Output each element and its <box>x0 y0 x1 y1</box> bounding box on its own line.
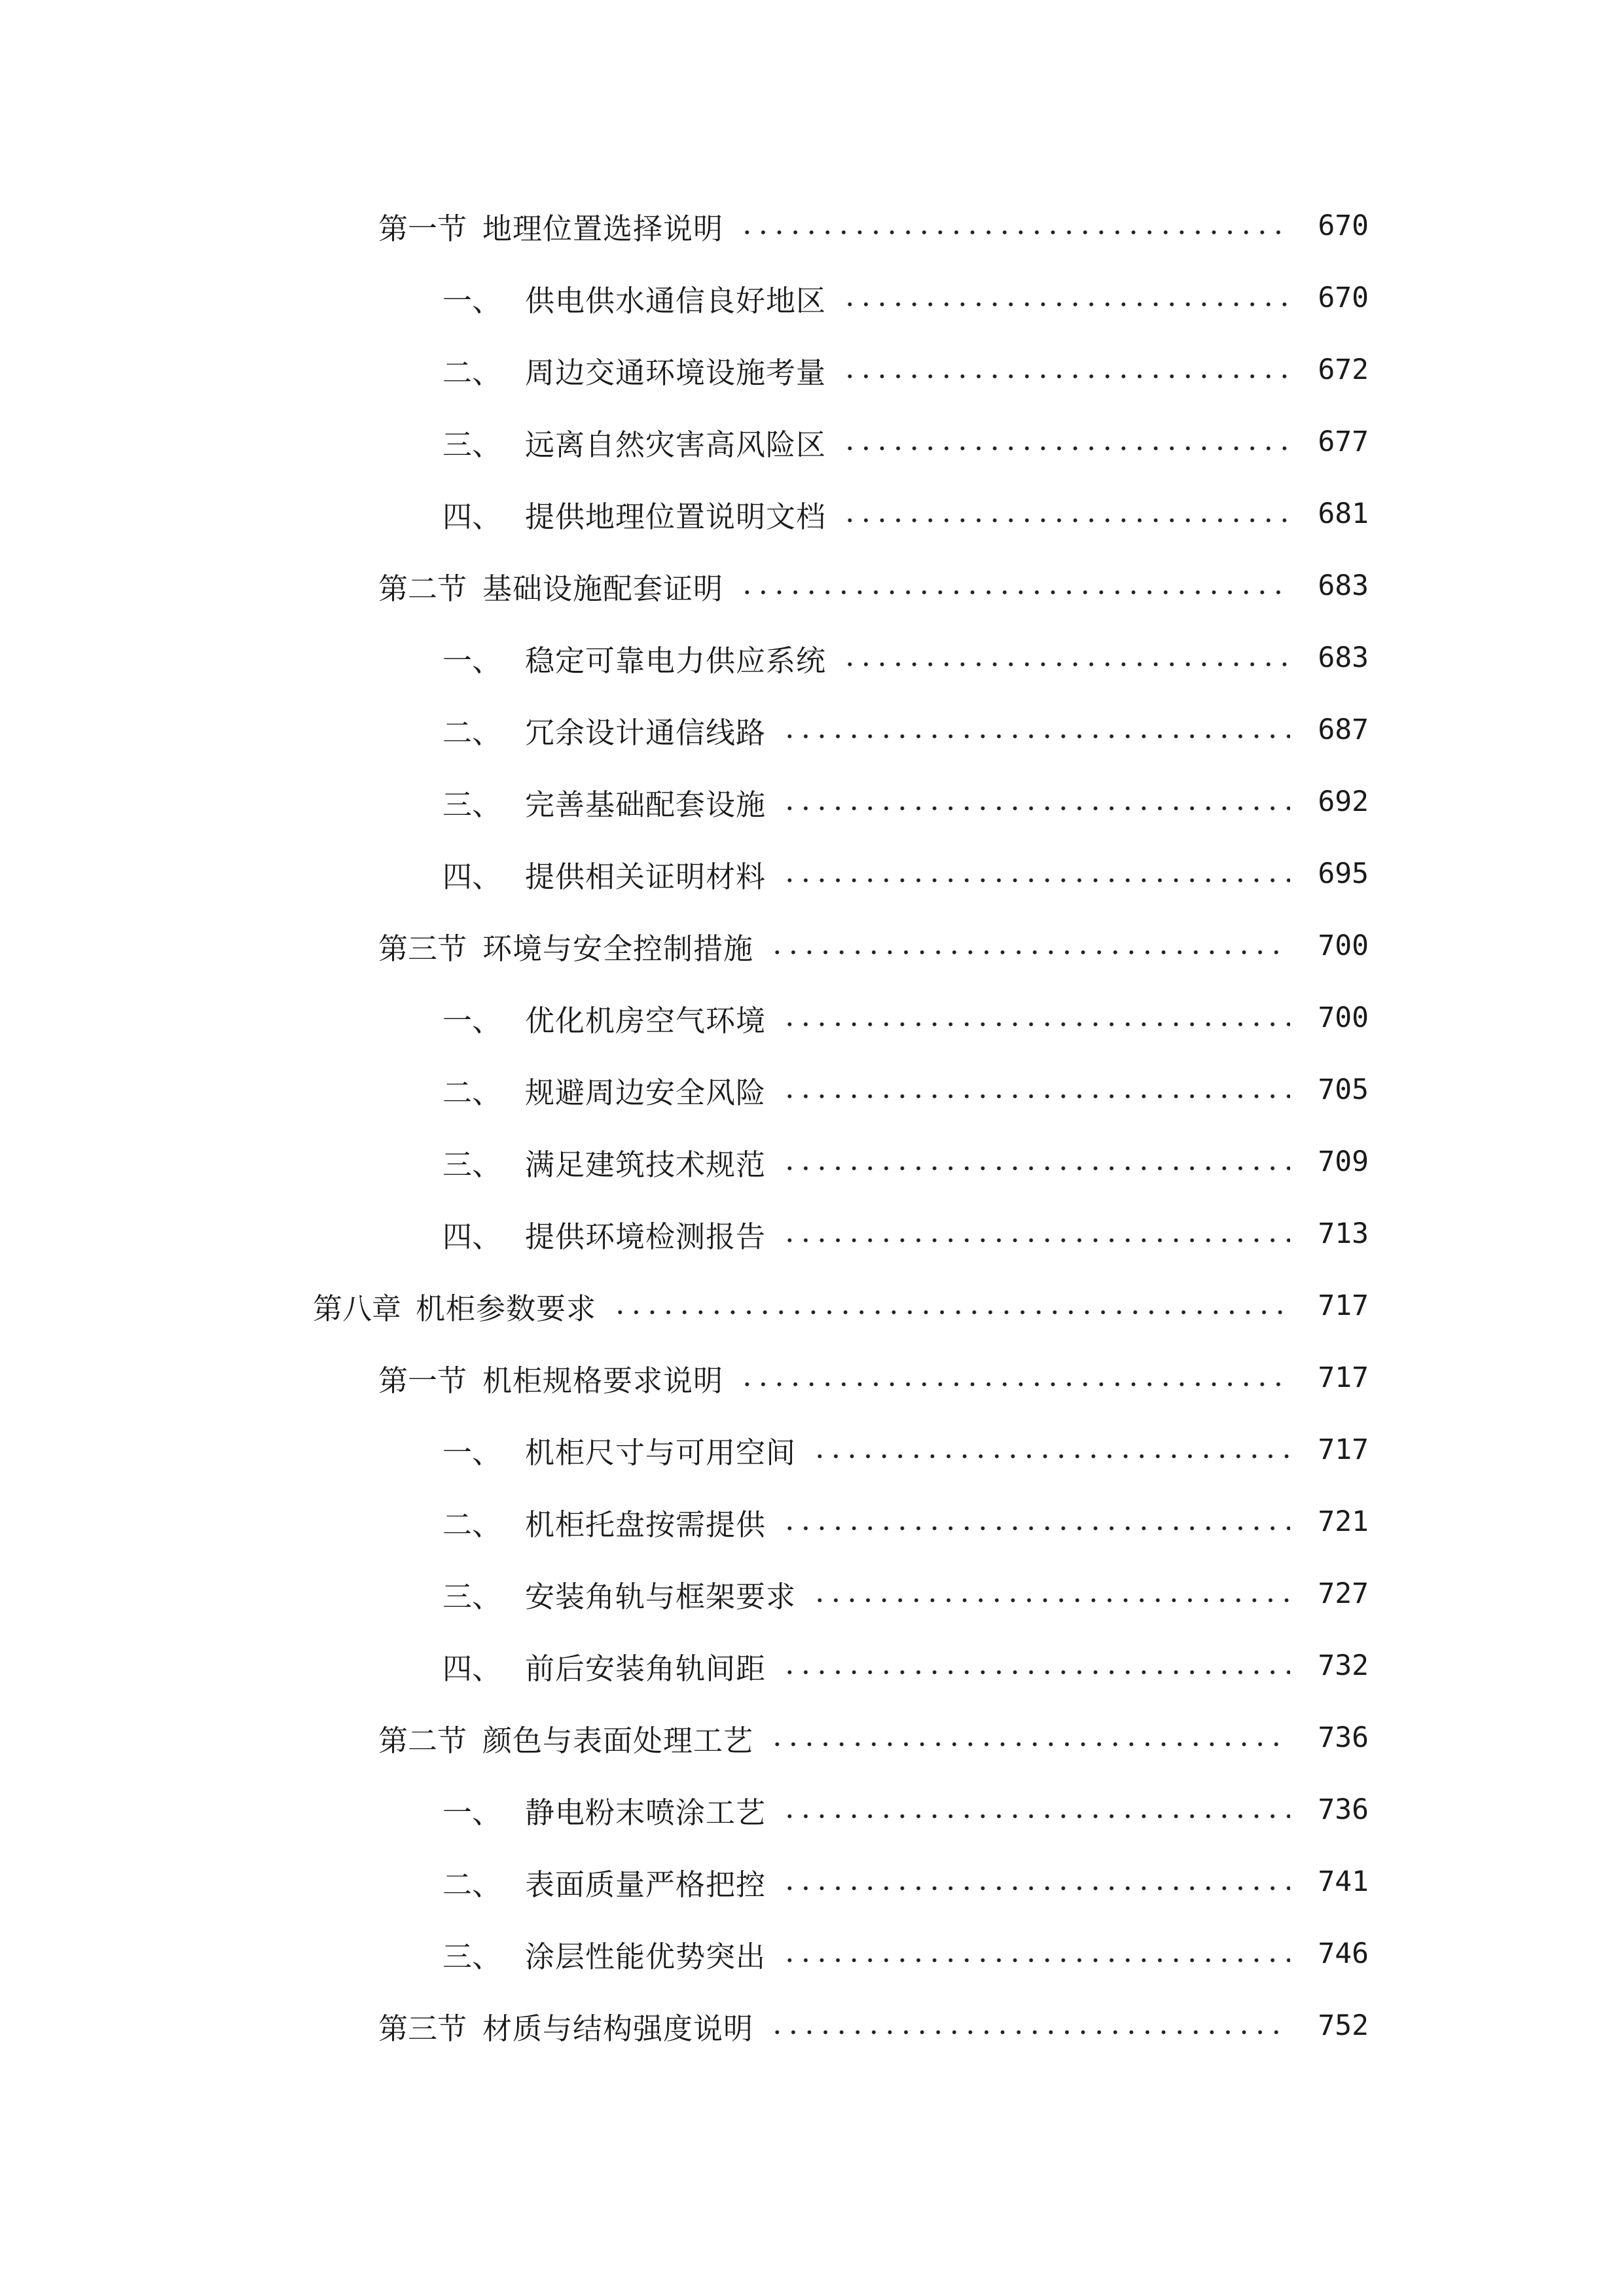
entry-page-number: 705 <box>1318 1073 1369 1106</box>
entry-number: 第一节 <box>378 211 467 246</box>
entry-title: 地理位置选择说明 <box>482 211 724 246</box>
toc-entry[interactable] <box>0 190 1624 262</box>
dot-leader <box>782 1957 1290 1964</box>
dot-leader <box>782 805 1290 812</box>
entry-number: 第三节 <box>378 2011 467 2046</box>
toc-entry[interactable] <box>0 550 1624 622</box>
entry-page-number: 732 <box>1318 1649 1369 1682</box>
toc-entry[interactable] <box>0 1486 1624 1558</box>
entry-number: 一、 <box>442 1795 502 1830</box>
dot-leader <box>612 1309 1290 1316</box>
dot-leader <box>739 229 1290 236</box>
dot-leader <box>782 1165 1290 1172</box>
entry-title: 环境与安全控制措施 <box>482 931 754 966</box>
dot-leader <box>782 877 1290 884</box>
entry-title: 冗余设计通信线路 <box>525 715 767 750</box>
toc-entry[interactable] <box>0 982 1624 1054</box>
dot-leader <box>769 2029 1290 2036</box>
toc-entry[interactable] <box>0 1774 1624 1846</box>
dot-leader <box>769 949 1290 956</box>
entry-number: 第一节 <box>378 1363 467 1398</box>
toc-entry[interactable] <box>0 1918 1624 1990</box>
entry-title: 前后安装角轨间距 <box>525 1651 767 1686</box>
entry-number: 三、 <box>442 427 502 462</box>
dot-leader <box>812 1597 1290 1604</box>
entry-title: 供电供水通信良好地区 <box>525 283 827 318</box>
dot-leader <box>842 661 1290 668</box>
entry-page-number: 713 <box>1318 1217 1369 1250</box>
toc-entry[interactable] <box>0 1990 1624 2062</box>
table-of-contents <box>0 190 1624 2062</box>
entry-title: 稳定可靠电力供应系统 <box>525 643 827 678</box>
entry-number: 四、 <box>442 859 502 894</box>
entry-page-number: 721 <box>1318 1505 1369 1538</box>
entry-page-number: 717 <box>1318 1289 1369 1322</box>
dot-leader <box>782 1885 1290 1892</box>
entry-page-number: 727 <box>1318 1577 1369 1610</box>
toc-entry[interactable] <box>0 838 1624 910</box>
entry-title: 材质与结构强度说明 <box>482 2011 754 2046</box>
entry-number: 第八章 <box>313 1291 402 1326</box>
dot-leader <box>782 1021 1290 1028</box>
entry-number: 第二节 <box>378 571 467 606</box>
entry-title: 满足建筑技术规范 <box>525 1147 767 1182</box>
entry-number: 第二节 <box>378 1723 467 1758</box>
entry-number: 第三节 <box>378 931 467 966</box>
toc-entry[interactable] <box>0 334 1624 406</box>
entry-page-number: 672 <box>1318 353 1369 386</box>
toc-entry[interactable] <box>0 478 1624 550</box>
entry-number: 二、 <box>442 1075 502 1110</box>
dot-leader <box>782 733 1290 740</box>
entry-title: 规避周边安全风险 <box>525 1075 767 1110</box>
dot-leader <box>782 1813 1290 1820</box>
entry-title: 机柜托盘按需提供 <box>525 1507 767 1542</box>
entry-number: 一、 <box>442 643 502 678</box>
dot-leader <box>782 1237 1290 1244</box>
entry-page-number: 695 <box>1318 857 1369 890</box>
entry-number: 二、 <box>442 1867 502 1902</box>
toc-entry[interactable] <box>0 1414 1624 1486</box>
entry-number: 三、 <box>442 787 502 822</box>
toc-entry[interactable] <box>0 262 1624 334</box>
entry-number: 三、 <box>442 1579 502 1614</box>
dot-leader <box>739 1381 1290 1388</box>
dot-leader <box>739 589 1290 596</box>
dot-leader <box>782 1093 1290 1100</box>
entry-page-number: 681 <box>1318 497 1369 530</box>
toc-entry[interactable] <box>0 1126 1624 1198</box>
entry-title: 周边交通环境设施考量 <box>525 355 827 390</box>
entry-number: 三、 <box>442 1147 502 1182</box>
toc-entry[interactable] <box>0 1558 1624 1630</box>
entry-page-number: 670 <box>1318 281 1369 314</box>
entry-title: 基础设施配套证明 <box>482 571 724 606</box>
entry-page-number: 717 <box>1318 1361 1369 1394</box>
toc-entry[interactable] <box>0 1342 1624 1414</box>
entry-page-number: 687 <box>1318 713 1369 746</box>
entry-title: 提供相关证明材料 <box>525 859 767 894</box>
toc-entry[interactable] <box>0 1630 1624 1702</box>
entry-page-number: 683 <box>1318 641 1369 674</box>
entry-page-number: 700 <box>1318 1001 1369 1034</box>
entry-title: 提供地理位置说明文档 <box>525 499 827 534</box>
toc-entry[interactable] <box>0 406 1624 478</box>
entry-number: 四、 <box>442 1219 502 1254</box>
entry-number: 四、 <box>442 1651 502 1686</box>
dot-leader <box>812 1453 1290 1460</box>
entry-page-number: 700 <box>1318 929 1369 962</box>
entry-title: 表面质量严格把控 <box>525 1867 767 1902</box>
entry-title: 安装角轨与框架要求 <box>525 1579 797 1614</box>
entry-title: 机柜尺寸与可用空间 <box>525 1435 797 1470</box>
toc-entry[interactable] <box>0 1054 1624 1126</box>
entry-page-number: 736 <box>1318 1793 1369 1826</box>
dot-leader <box>782 1669 1290 1676</box>
dot-leader <box>782 1525 1290 1532</box>
entry-number: 一、 <box>442 1003 502 1038</box>
entry-number: 二、 <box>442 355 502 390</box>
dot-leader <box>842 517 1290 524</box>
toc-entry[interactable] <box>0 1702 1624 1774</box>
toc-entry[interactable] <box>0 1270 1624 1342</box>
entry-page-number: 670 <box>1318 209 1369 242</box>
entry-title: 远离自然灾害高风险区 <box>525 427 827 462</box>
entry-page-number: 683 <box>1318 569 1369 602</box>
entry-number: 二、 <box>442 715 502 750</box>
entry-page-number: 752 <box>1318 2009 1369 2042</box>
dot-leader <box>842 373 1290 380</box>
entry-title: 完善基础配套设施 <box>525 787 767 822</box>
entry-number: 二、 <box>442 1507 502 1542</box>
entry-number: 一、 <box>442 283 502 318</box>
entry-page-number: 746 <box>1318 1937 1369 1970</box>
dot-leader <box>842 445 1290 452</box>
entry-page-number: 736 <box>1318 1721 1369 1754</box>
entry-title: 机柜规格要求说明 <box>482 1363 724 1398</box>
toc-entry[interactable] <box>0 694 1624 766</box>
entry-page-number: 709 <box>1318 1145 1369 1178</box>
entry-number: 三、 <box>442 1939 502 1974</box>
toc-entry[interactable] <box>0 1198 1624 1270</box>
toc-entry[interactable] <box>0 910 1624 982</box>
entry-number: 一、 <box>442 1435 502 1470</box>
entry-page-number: 741 <box>1318 1865 1369 1898</box>
entry-title: 静电粉末喷涂工艺 <box>525 1795 767 1830</box>
entry-title: 提供环境检测报告 <box>525 1219 767 1254</box>
entry-title: 涂层性能优势突出 <box>525 1939 767 1974</box>
entry-page-number: 717 <box>1318 1433 1369 1466</box>
entry-page-number: 677 <box>1318 425 1369 458</box>
toc-entry[interactable] <box>0 1846 1624 1918</box>
entry-title: 颜色与表面处理工艺 <box>482 1723 754 1758</box>
entry-title: 机柜参数要求 <box>416 1291 597 1326</box>
entry-title: 优化机房空气环境 <box>525 1003 767 1038</box>
toc-entry[interactable] <box>0 622 1624 694</box>
toc-entry[interactable] <box>0 766 1624 838</box>
entry-page-number: 692 <box>1318 785 1369 818</box>
dot-leader <box>842 301 1290 308</box>
dot-leader <box>769 1741 1290 1748</box>
entry-number: 四、 <box>442 499 502 534</box>
